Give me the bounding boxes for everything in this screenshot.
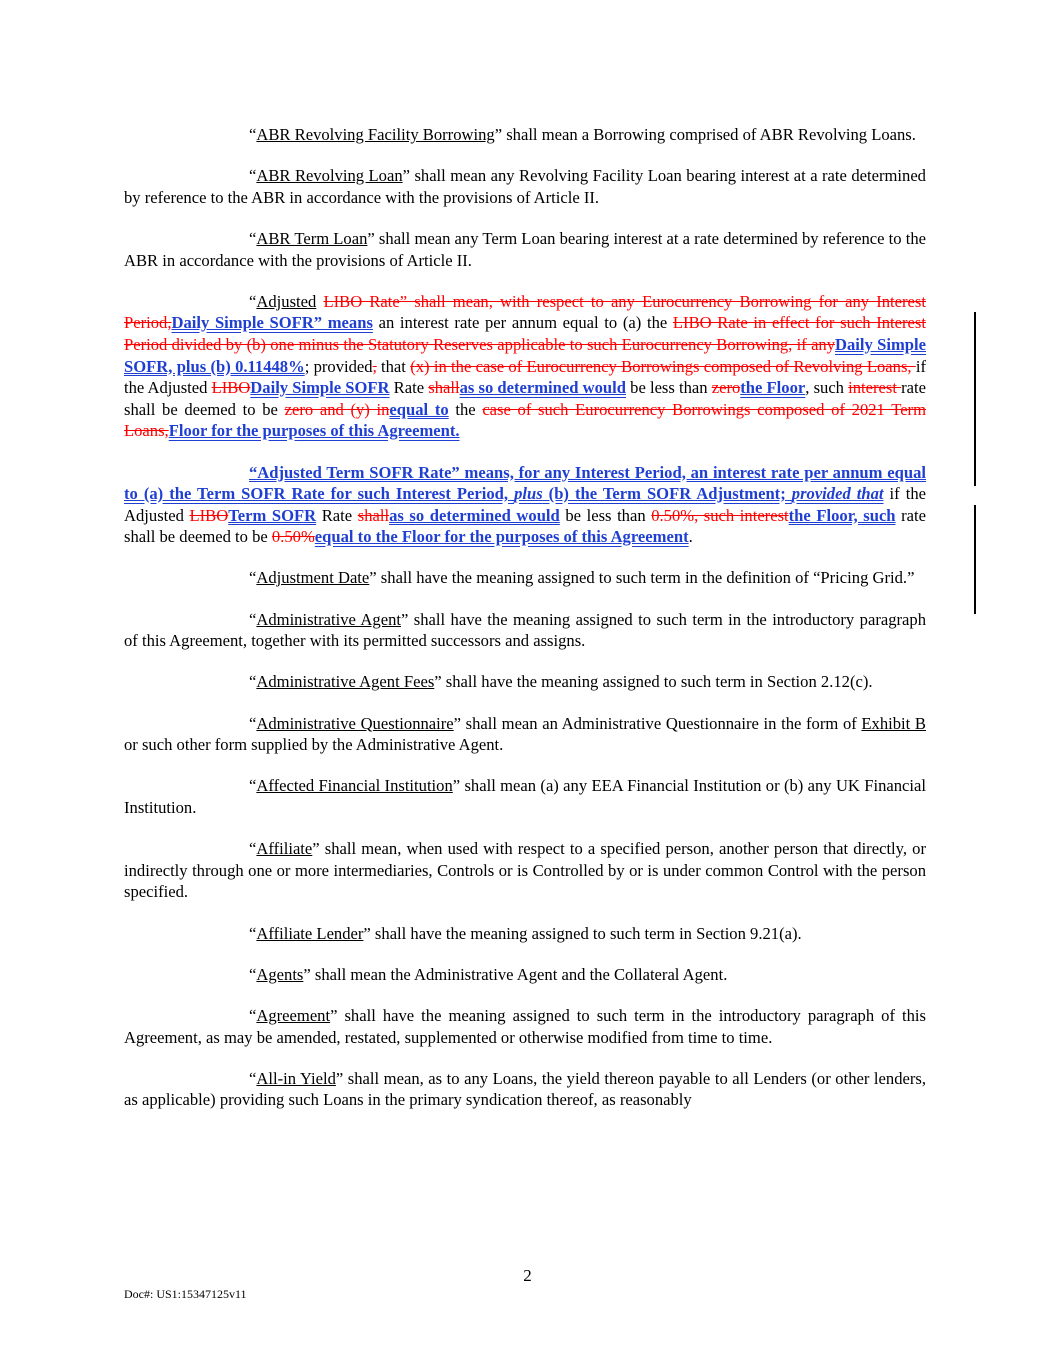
text-run: if the Adjusted [124,356,927,398]
text-run: ” shall mean any Revolving Facility Loan bearing interest at a rate determined by reference to the ABR in accordance with the provisions of Article II. [124,166,926,207]
deleted-text: , [372,356,377,376]
text-run: “ [249,291,257,311]
inserted-text: plus [514,484,543,504]
text-run: “ [249,166,257,186]
definition-paragraph [124,1068,926,1111]
deleted-text: (x) in the case of Eurocurrency Borrowings composed of Revolving Loans, [410,356,916,376]
text-run: “ [249,568,257,588]
text-run: “ [249,609,257,629]
text-run: ; provided [304,356,373,376]
text-run: “ [249,713,257,733]
text-run: ” shall have the meaning assigned to such term in the introductory paragraph of this Agreement, as may be amended, restated, supplemented or otherwise modified from time to time. [124,1005,926,1047]
inserted-text: Daily Simple SOFR” means [171,313,373,333]
inserted-text: as so determined would [459,378,626,398]
defined-term: Exhibit B [861,713,926,733]
inserted-text: Daily Simple SOFR [250,378,390,398]
text-run: ” shall mean an Administrative Questionnaire in the form of [453,713,862,733]
defined-term: Administrative Agent Fees [256,672,435,692]
inserted-text: provided that [791,484,884,504]
defined-term: Administrative Questionnaire [256,713,454,733]
text-run: ” shall mean (a) any EEA Financial Institution or (b) any UK Financial Institution. [124,776,926,817]
defined-term: All-in Yield [256,1068,336,1088]
change-bar [974,505,976,614]
text-run: , such [805,378,849,398]
defined-term: ABR Revolving Loan [256,166,403,186]
inserted-text: equal to the Floor for the purposes of this Agreement [314,527,689,547]
defined-term: Agents [256,964,304,984]
definition-paragraph [124,1005,926,1048]
definition-paragraph [124,964,926,986]
deleted-text: shall [357,505,390,525]
deleted-text: shall [428,378,460,398]
defined-term: Adjustment Date [256,568,370,588]
text-run: “ [249,776,257,796]
definition-paragraph [124,228,926,271]
definition-paragraph [124,923,926,945]
definition-paragraph [124,713,926,756]
definition-paragraph [124,567,926,589]
definition-paragraph [124,124,926,146]
text-run: the [448,399,483,419]
document-id: Doc#: US1:15347125v11 [124,1287,247,1301]
defined-term: ABR Term Loan [256,228,368,248]
text-run: be less than [626,378,712,398]
document-body [124,124,926,1131]
defined-term: Agreement [256,1005,331,1025]
text-run: “ [249,839,257,859]
deleted-text: 0.50%, such interest [651,505,789,525]
defined-term: ABR Revolving Facility Borrowing [256,125,495,144]
text-run: “ [249,228,257,248]
defined-term: Administrative Agent [256,609,401,629]
inserted-text: (b) the Term SOFR Adjustment; [542,484,792,504]
text-run: ” shall mean, as to any Loans, the yield thereon payable to all Lenders (or other lenders, as applicable) providing such Loans in the primary syndication thereof, as reasonably [124,1068,926,1110]
text-run: Rate [316,505,358,525]
deleted-text: LIBO [189,505,229,525]
text-run: an interest rate per annum equal to (a) the [372,313,673,333]
definition-paragraph [124,165,926,208]
change-bar [974,312,976,486]
page-number: 2 [523,1266,532,1285]
inserted-text: Floor for the purposes of this Agreement. [168,421,460,441]
inserted-text: the Floor [740,378,806,398]
definition-paragraph [124,462,926,548]
text-run: ” shall have the meaning assigned to such term in the definition of “Pricing Grid.” [369,568,915,588]
defined-term: Affected Financial Institution [256,776,453,796]
text-run: that [376,356,411,376]
text-run: ” shall mean any Term Loan bearing interest at a rate determined by reference to the ABR in accordance with the provisions of Article II. [124,228,926,270]
deleted-text: zero [711,378,741,398]
defined-term: Affiliate Lender [256,923,364,943]
inserted-text: the Floor, such [788,505,896,525]
deleted-text: case of such Eurocurrency Borrowings composed of 2021 Term Loans, [124,399,926,441]
text-run: “ [249,672,257,692]
text-run: ” shall have the meaning assigned to such term in Section 9.21(a). [363,923,802,943]
deleted-text: 0.50% [271,527,315,547]
defined-term: Adjusted [256,291,317,311]
deleted-text: zero and (y) in [284,399,390,419]
deleted-text: LIBO Rate” shall mean, with respect to any Eurocurrency Borrowing for any Interest Period, [124,291,926,333]
text-run: if the Adjusted [124,484,926,525]
text-run: ” shall mean a Borrowing comprised of ABR Revolving Loans. [494,125,916,144]
definition-paragraph [124,775,926,818]
text-run: ” shall have the meaning assigned to such term in the introductory paragraph of this Agreement, together with its permitted successors and assigns. [124,609,926,651]
definition-paragraph [124,838,926,903]
deleted-text: interest [848,378,902,398]
text-run: be less than [559,505,652,525]
text-run: “ [249,964,257,984]
text-run: “ [249,1068,257,1088]
text-run: Rate [389,378,429,398]
definition-paragraph [124,609,926,652]
inserted-text: “Adjusted Term SOFR Rate” means, for any Interest Period, an interest rate per annum equal to (a) the Term SOFR Rate for such Interest Period, [124,462,926,504]
text-run: ” shall mean, when used with respect to a specified person, another person that directly, or indirectly through one or more intermediaries, Controls or is Controlled by or is under common Control with the person specified. [124,839,926,902]
inserted-text: equal to [389,399,449,419]
deleted-text: LIBO [211,378,251,398]
inserted-text: Term SOFR [228,505,317,525]
definition-paragraph [124,291,926,442]
definition-paragraph [124,671,926,693]
text-run: “ [249,125,257,144]
text-run: . [688,527,693,547]
text-run: rate shall be deemed to be [124,505,926,547]
text-run: “ [249,923,257,943]
text-run: ” shall mean the Administrative Agent and the Collateral Agent. [303,964,728,984]
inserted-text: Daily Simple SOFR, plus (b) 0.11448% [124,334,926,376]
text-run: or such other form supplied by the Administrative Agent. [124,735,504,755]
defined-term: Affiliate [256,839,313,859]
text-run: “ [249,1005,257,1025]
deleted-text: LIBO Rate in effect for such Interest Period divided by (b) one minus the Statutory Reserves applicable to such Eurocurrency Borrowing, if any [124,313,926,354]
text-run: rate shall be deemed to be [124,378,927,419]
text-run: ” shall have the meaning assigned to such term in Section 2.12(c). [434,672,873,692]
inserted-text: as so determined would [389,505,560,525]
